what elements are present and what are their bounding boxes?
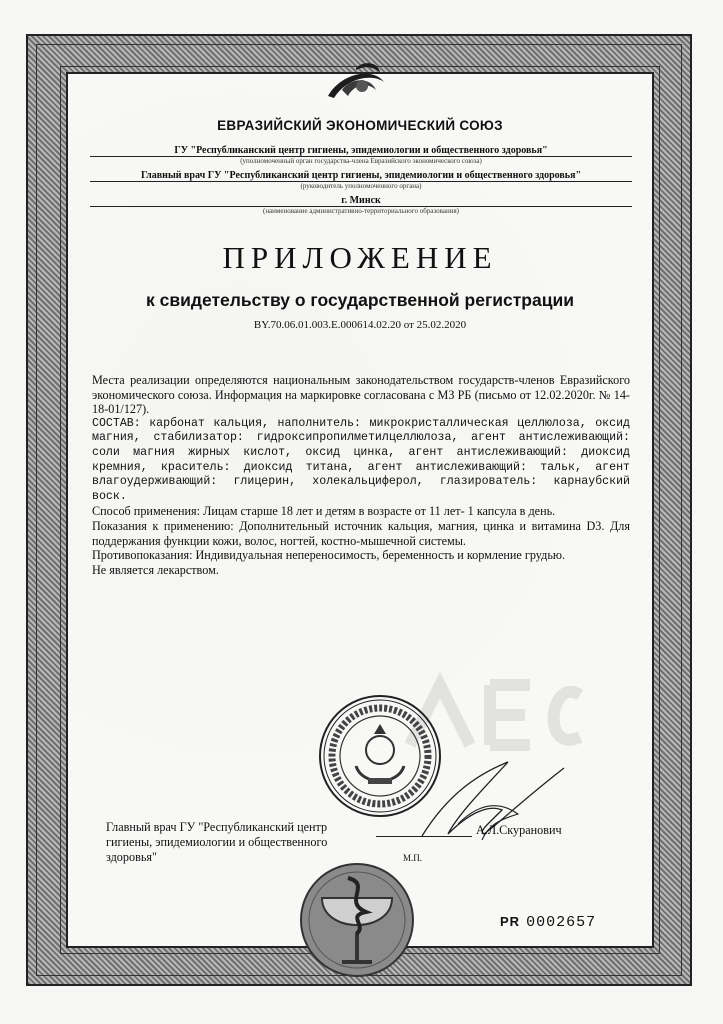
registration-number: BY.70.06.01.003.E.000614.02.20 от 25.02.2020 <box>253 319 467 331</box>
serial-digits: 0002657 <box>526 914 597 931</box>
authority-name: ГУ "Республиканский центр гигиены, эпидемиологии и общественного здоровья" <box>90 145 632 157</box>
signer-name: А.Л.Скуранович <box>476 823 562 837</box>
union-name: ЕВРАЗИЙСКИЙ ЭКОНОМИЧЕСКИЙ СОЮЗ <box>217 118 503 133</box>
paragraph-markets: Места реализации определяются национальным законодательством государств-членов Евразийского экономического союза. Информация на маркировке согласована с МЗ РБ (письмо от 12.02.2020г. № 14-18-01/127). <box>92 373 630 417</box>
serial-number <box>500 914 596 931</box>
page-subtitle: к свидетельству о государственной регистрации <box>146 290 574 310</box>
eaeu-emblem-icon <box>320 56 390 112</box>
paragraph-indications: Показания к применению: Дополнительный источник кальция, магния, цинка и витамина D3. Для поддержания функции кожи, волос, ногтей, костно-мышечной системы. <box>92 518 630 548</box>
head-caption: (руководитель уполномоченного органа) <box>300 182 422 190</box>
page-title: ПРИЛОЖЕНИЕ <box>222 240 498 275</box>
head-name: Главный врач ГУ "Республиканский центр гигиены, эпидемиологии и общественного здоровья" <box>90 170 632 182</box>
signer-position: Главный врач ГУ "Республиканский центр гигиены, эпидемиологии и общественного здоровья" <box>106 820 328 864</box>
authority-caption: (уполномоченный орган государства-члена Евразийского экономического союза) <box>240 157 482 165</box>
city-caption: (наименование административно-территориального образования) <box>262 207 459 215</box>
medical-emblem-icon <box>292 858 422 978</box>
paragraph-not-medicine: Не является лекарством. <box>92 562 219 577</box>
city-name: г. Минск <box>90 195 632 207</box>
paragraph-composition: СОСТАВ: карбонат кальция, наполнитель: микрокристаллическая целлюлоза, оксид магния, стабилизатор: гидроксипропилметилцеллюлоза, агент антислеживающий: соли магния жирных кислот, оксид цинка, агент антислеживающий: диоксид кремния, краситель: диоксид титана, агент антислеживающий: тальк, агент влагоудерживающий: глицерин, холекальциферол, глазирователь: карнаубский воск. <box>92 416 630 503</box>
paragraph-contraindications: Противопоказания: Индивидуальная непереносимость, беременность и кормление грудью. <box>92 548 566 563</box>
serial-prefix: PR <box>500 914 521 929</box>
signature-line <box>376 836 472 837</box>
stamp-place-label: М.П. <box>403 853 423 863</box>
paragraph-usage: Способ применения: Лицам старше 18 лет и детям в возрасте от 11 лет- 1 капсула в день. <box>92 504 556 519</box>
body-text <box>92 373 630 577</box>
